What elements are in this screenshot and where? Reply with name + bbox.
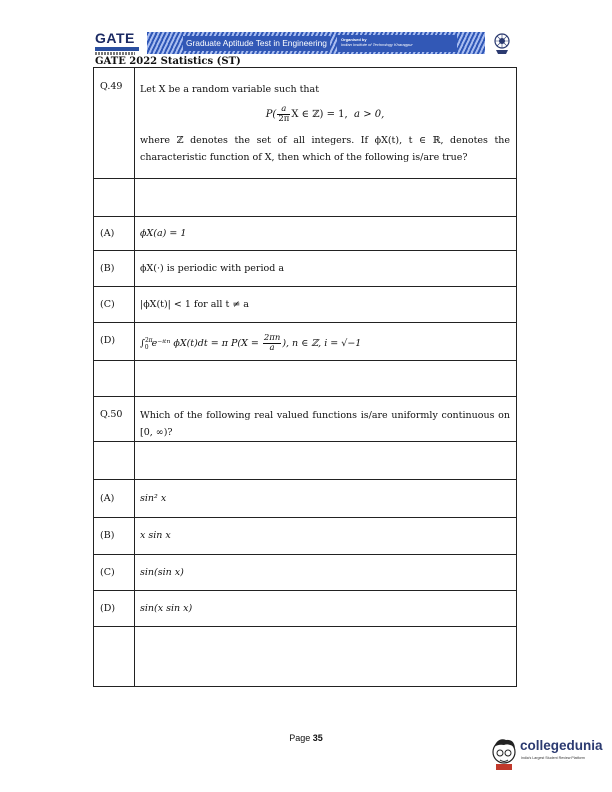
gate-logo <box>95 31 145 57</box>
option-label: (A) <box>100 228 115 239</box>
question-equation: P( $\frac{a}{2\pi}$ X ∈ ℤ) = 1, a > 0, <box>265 104 385 124</box>
option-text: ∫$^{2\pi}_0$ e⁻ⁱᵗⁿ ϕX(t)dt = π P(X = $\frac{2\pi n}{a}$ ), n ∈ ℤ, i = √−1 <box>140 333 362 354</box>
question-stem: Let X be a random variable such that <box>140 84 320 95</box>
option-text: sin(sin x) <box>140 567 184 578</box>
option-text: sin(x sin x) <box>140 603 193 614</box>
empty-row <box>93 361 517 397</box>
question-table <box>93 67 517 687</box>
organiser-box <box>337 35 457 52</box>
mascot-icon <box>490 735 520 771</box>
option-text: sin² x <box>140 493 167 504</box>
organiser-name: Indian Institute of Technology Kharagpur <box>341 42 413 47</box>
empty-row <box>93 627 517 687</box>
option-row <box>93 518 517 555</box>
question-text <box>140 81 510 166</box>
option-label: (C) <box>100 567 115 578</box>
question-number: Q.50 <box>100 409 123 420</box>
option-row <box>93 287 517 323</box>
brand-name: collegedunia <box>520 738 603 753</box>
exam-title: GATE 2022 Statistics (ST) <box>95 56 241 67</box>
option-label: (A) <box>100 493 115 504</box>
option-label: (D) <box>100 603 116 614</box>
collegedunia-logo <box>490 735 608 771</box>
option-text: ϕX(·) is periodic with period a <box>140 263 284 274</box>
organised-by-label: Organised by <box>341 37 367 42</box>
option-row <box>93 555 517 591</box>
gate-logo-text: GATE <box>95 30 135 46</box>
option-text: |ϕX(t)| < 1 for all t ≠ a <box>140 299 249 310</box>
option-row <box>93 251 517 287</box>
option-row <box>93 217 517 251</box>
banner-title: Graduate Aptitude Test in Engineering <box>183 36 330 51</box>
question-body: where ℤ denotes the set of all integers. If ϕX(t), t ∈ ℝ, denotes the characteristic function of X, then which of the following is/are true? <box>140 135 510 163</box>
question-row <box>93 67 517 179</box>
iit-emblem-icon <box>491 32 513 56</box>
option-text: x sin x <box>140 530 171 541</box>
empty-row <box>93 442 517 480</box>
brand-tagline: India's Largest Student Review Platform <box>521 756 585 760</box>
question-number: Q.49 <box>100 81 123 92</box>
option-row <box>93 323 517 361</box>
page-number: Page 35 <box>289 733 323 743</box>
header-banner <box>147 32 485 54</box>
option-row <box>93 591 517 627</box>
page-header <box>95 30 517 58</box>
empty-row <box>93 179 517 217</box>
option-label: (D) <box>100 335 116 346</box>
option-label: (B) <box>100 530 115 541</box>
option-label: (B) <box>100 263 115 274</box>
option-text: ϕX(a) = 1 <box>140 228 187 239</box>
option-label: (C) <box>100 299 115 310</box>
question-text: Which of the following real valued functions is/are uniformly continuous on [0, ∞)? <box>140 410 510 438</box>
question-row <box>93 397 517 442</box>
option-row <box>93 480 517 518</box>
